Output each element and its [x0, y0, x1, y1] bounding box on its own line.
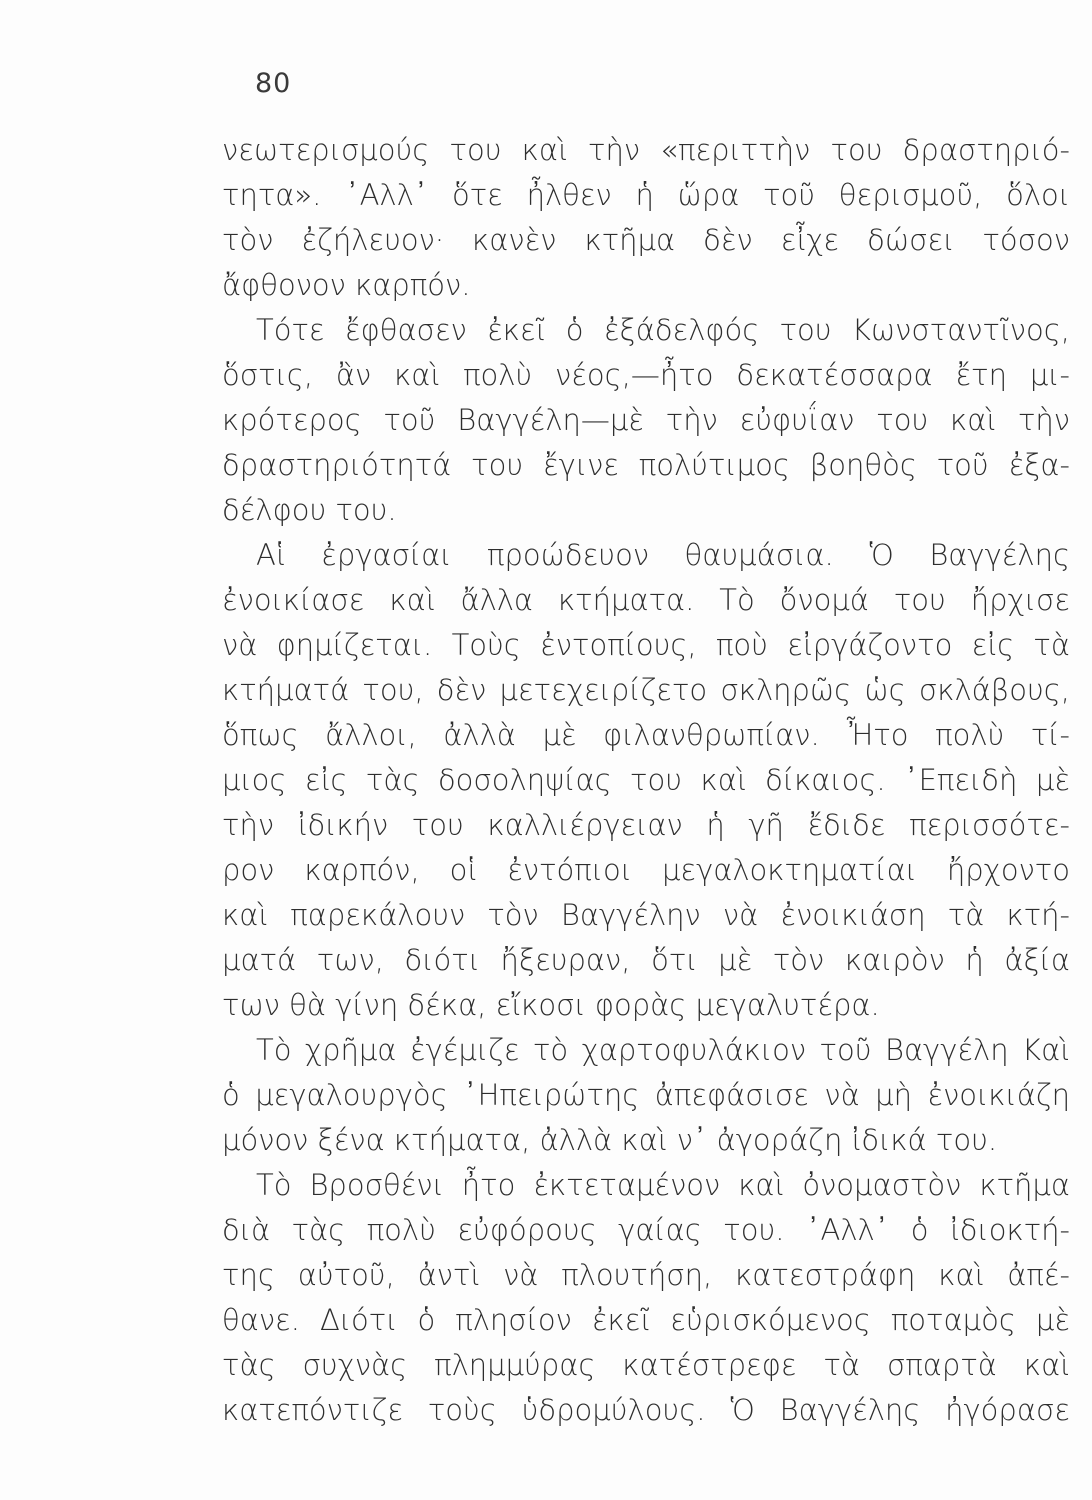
text-line: ἐνοικίασε καὶ ἄλλα κτήματα. Τὸ ὄνομά του ἤρχισε	[222, 583, 1070, 617]
text-line: θανε. Διότι ὁ πλησίον ἐκεῖ εὑρισκόμενος ποταμὸς μὲ	[222, 1303, 1070, 1337]
text-line: νὰ φημίζεται. Τοὺς ἐντοπίους, ποὺ εἰργάζοντο εἰς τὰ	[222, 628, 1070, 662]
text-line: κτήματά του, δὲν μετεχειρίζετο σκληρῶς ὡς σκλάβους,	[222, 673, 1070, 707]
text-line: της αὐτοῦ, ἀντὶ νὰ πλουτήση, κατεστράφη καὶ ἀπέ-	[222, 1258, 1070, 1292]
text-line: δέλφου του.	[222, 493, 397, 527]
text-line: νεωτερισμούς του καὶ τὴν «περιττὴν του δραστηριό-	[222, 133, 1070, 167]
text-line: τὸν ἐζήλευον· κανὲν κτῆμα δὲν εἶχε δώσει τόσον	[222, 223, 1070, 257]
text-line: καὶ παρεκάλουν τὸν Βαγγέλην νὰ ἐνοικιάση τὰ κτή-	[222, 898, 1070, 932]
page-number: 80	[255, 68, 292, 99]
text-line: μιος εἰς τὰς δοσοληψίας του καὶ δίκαιος. ᾽Επειδὴ μὲ	[222, 763, 1070, 797]
text-line: ὅστις, ἂν καὶ πολὺ νέος,—ἦτο δεκατέσσαρα ἔτη μι-	[222, 358, 1070, 392]
text-line: ἄφθονον καρπόν.	[222, 268, 471, 302]
text-line: κρότερος τοῦ Βαγγέλη—μὲ τὴν εὐφυΐαν του καὶ τὴν	[222, 403, 1070, 437]
body-text	[222, 128, 1070, 1433]
text-line: κατεπόντιζε τοὺς ὑδρομύλους. Ὁ Βαγγέλης ἠγόρασε	[222, 1393, 1070, 1427]
text-line: ὅπως ἄλλοι, ἀλλὰ μὲ φιλανθρωπίαν. Ἦτο πολὺ τί-	[222, 718, 1070, 752]
text-line: των θὰ γίνη δέκα, εἴκοσι φορὰς μεγαλυτέρα.	[222, 988, 880, 1022]
text-line: Τὸ Βροσθένι ἦτο ἐκτεταμένον καὶ ὀνομαστὸν κτῆμα	[256, 1168, 1070, 1202]
text-line: ρον καρπόν, οἱ ἐντόπιοι μεγαλοκτηματίαι ἤρχοντο	[222, 853, 1070, 887]
text-line: Αἱ ἐργασίαι προώδευον θαυμάσια. Ὁ Βαγγέλης	[256, 538, 1070, 572]
text-line: τὰς συχνὰς πλημμύρας κατέστρεφε τὰ σπαρτὰ καὶ	[222, 1348, 1070, 1382]
text-line: ὁ μεγαλουργὸς ᾽Ηπειρώτης ἀπεφάσισε νὰ μὴ ἐνοικιάζη	[222, 1078, 1070, 1112]
text-line: μόνον ξένα κτήματα, ἀλλὰ καὶ ν᾽ ἀγοράζη ἰδικά του.	[222, 1123, 998, 1157]
text-line: τὴν ἰδικήν του καλλιέργειαν ἡ γῆ ἔδιδε περισσότε-	[222, 808, 1070, 842]
text-line: ματά των, διότι ἤξευραν, ὅτι μὲ τὸν καιρὸν ἡ ἀξία	[222, 943, 1070, 977]
text-line: Τὸ χρῆμα ἐγέμιζε τὸ χαρτοφυλάκιον τοῦ Βαγγέλη Καὶ	[256, 1033, 1070, 1067]
text-line: δραστηριότητά του ἔγινε πολύτιμος βοηθὸς τοῦ ἐξα-	[222, 448, 1070, 482]
text-line: τητα». ᾽Αλλ᾽ ὅτε ἦλθεν ἡ ὥρα τοῦ θερισμοῦ, ὅλοι	[222, 178, 1070, 212]
text-line: διὰ τὰς πολὺ εὐφόρους γαίας του. ᾽Αλλ᾽ ὁ ἰδιοκτή-	[222, 1213, 1070, 1247]
text-line: Τότε ἔφθασεν ἐκεῖ ὁ ἐξάδελφός του Κωνσταντῖνος,	[256, 313, 1070, 347]
